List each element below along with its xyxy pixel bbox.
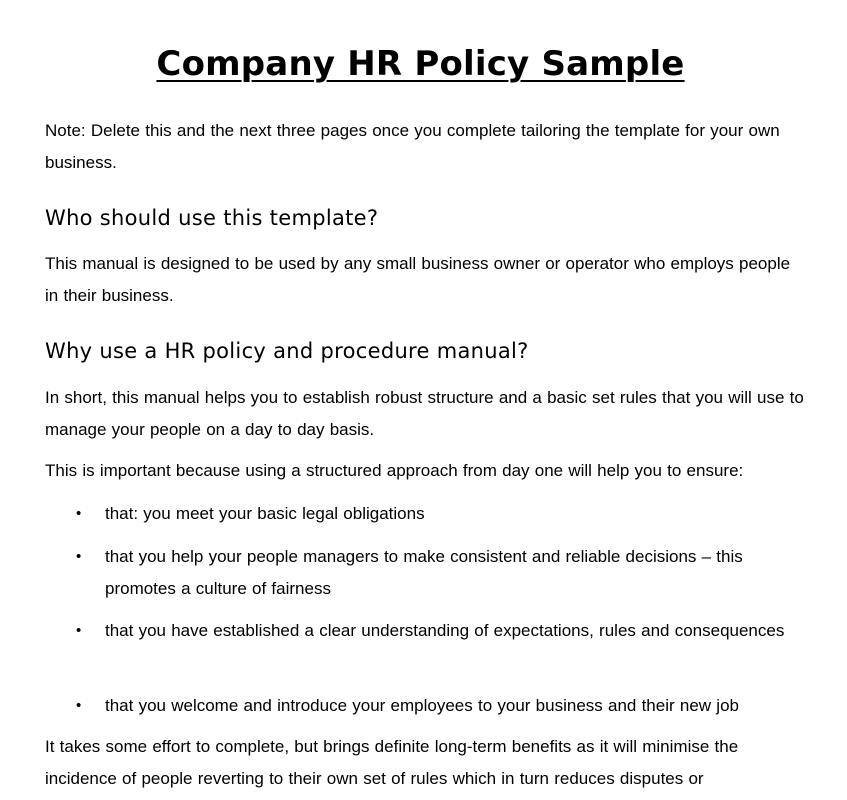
who-paragraph: This manual is designed to be used by any small business owner or operator who employs people in their business. [45,254,791,305]
document-title: Company HR Policy Sample [156,44,685,84]
bullet-icon: • [76,505,82,522]
why-paragraph-2: This is important because using a structured approach from day one will help you to ensure: [45,461,744,480]
section-heading-who: Who should use this template? [45,206,379,230]
why-paragraph-1: In short, this manual helps you to establish robust structure and a basic set rules that you will use to manage your people on a day to day basis. [45,388,804,439]
bullet-text: that you help your people managers to make consistent and reliable decisions – this promotes a culture of fairness [105,547,743,598]
bullet-item [76,615,795,647]
section-heading-why: Why use a HR policy and procedure manual? [45,339,529,363]
bullet-text: that you welcome and introduce your employees to your business and their new job [105,696,739,715]
bullet-item [76,498,795,530]
bullet-icon: • [76,622,82,639]
bullet-icon: • [76,548,82,565]
note-paragraph: Note: Delete this and the next three pages once you complete tailoring the template for your own business. [45,121,780,172]
bullet-item [76,690,795,722]
closing-paragraph: It takes some effort to complete, but brings definite long-term benefits as it will minimise the incidence of people reverting to their own set of rules which in turn reduces disputes or [45,737,739,788]
bullet-text: that: you meet your basic legal obligations [105,504,425,523]
bullet-text: that you have established a clear understanding of expectations, rules and consequences [105,621,785,640]
bullet-icon: • [76,697,82,714]
bullet-item [76,541,795,604]
